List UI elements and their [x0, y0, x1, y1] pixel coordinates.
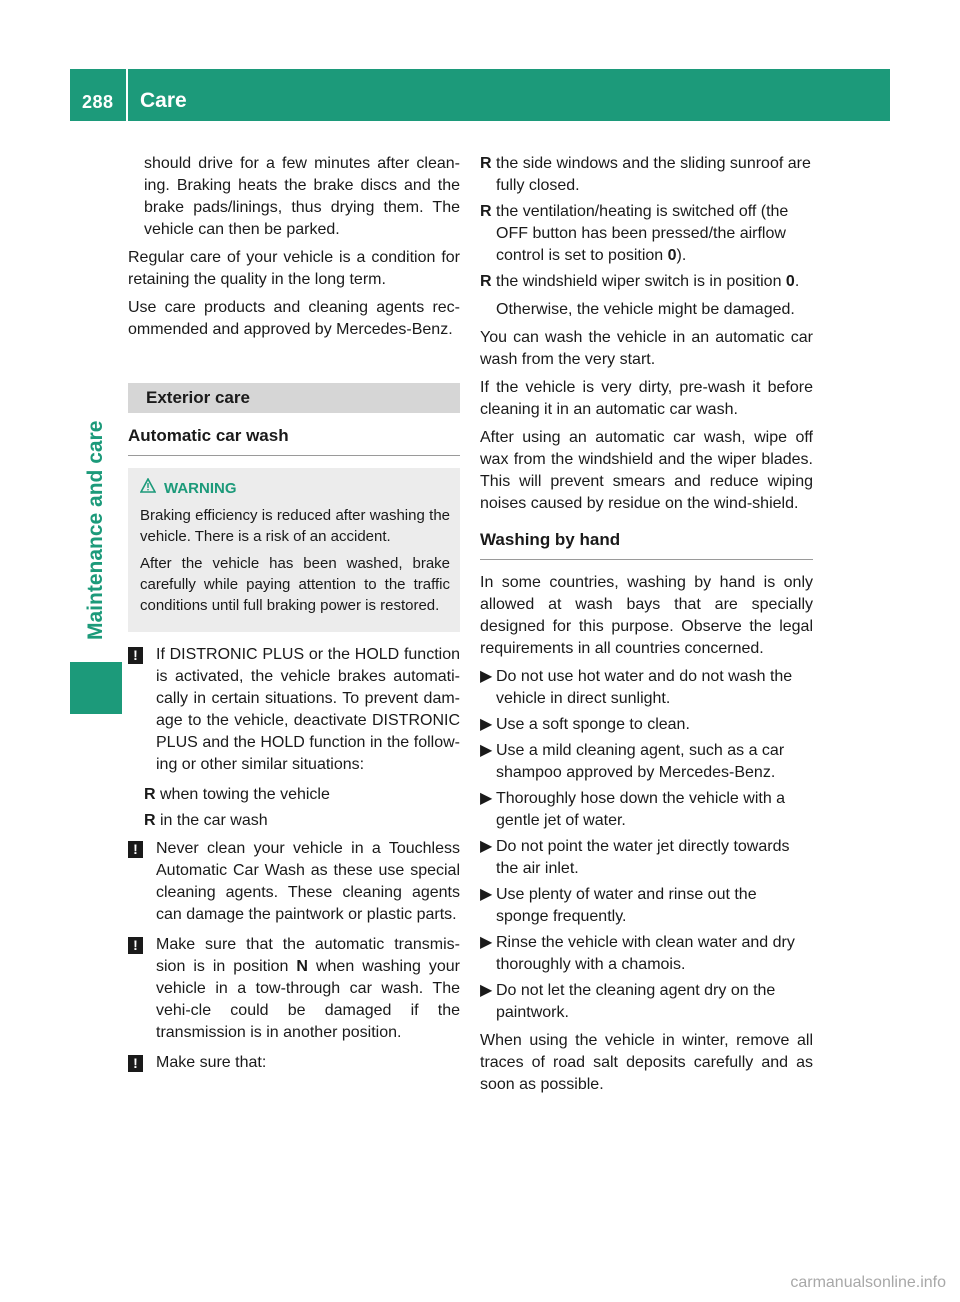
step-item: ▶ Thoroughly hose down the vehicle with a gentle jet of water.: [480, 790, 786, 829]
notice-icon: !: [128, 841, 143, 858]
step-arrow-icon: ▶: [480, 982, 493, 999]
bullet-icon: R: [480, 155, 492, 172]
paragraph: If the vehicle is very dirty, pre-wash it before cleaning it in an automatic car wash.: [480, 379, 813, 418]
side-section-label: Maintenance and care: [84, 420, 107, 640]
step-arrow-icon: ▶: [480, 742, 493, 759]
bullet-icon: R: [144, 812, 156, 829]
notice-icon: !: [128, 647, 143, 664]
notice: [128, 1052, 460, 1074]
step-item: ▶ Use a soft sponge to clean.: [480, 714, 813, 736]
list-item: R when towing the vehicle: [144, 784, 460, 806]
notice: [128, 934, 460, 1044]
list-item: R the side windows and the sliding sunroof are fully closed.: [480, 155, 811, 194]
step-item: ▶ Use plenty of water and rinse out the sponge frequently.: [480, 886, 757, 925]
notice-text: Make sure that:: [156, 1054, 267, 1071]
list-item: R in the car wash: [144, 810, 460, 832]
paragraph: After using an automatic car wash, wipe off wax from the windshield and the wiper blades. This will prevent smears and reduce wiping noises caused by residue on the wind-shield.: [480, 429, 813, 512]
step-arrow-icon: ▶: [480, 934, 493, 951]
subheading-automatic-car-wash: Automatic car wash: [128, 425, 460, 456]
paragraph: In some countries, washing by hand is only allowed at wash bays that are specially designed for this purpose. Observe the legal requirements in all countries concerned.: [480, 574, 813, 657]
warning-title: WARNING: [164, 480, 237, 497]
notice-text: Make sure that the automatic transmis-sion is in position N when washing your vehicle in a tow-through car wash. The vehi-cle could be damaged if the transmission is in another position.: [156, 936, 460, 1041]
list-item: R the ventilation/heating is switched off (the OFF button has been pressed/the airflow control is set to position 0).: [480, 203, 789, 264]
bullet-icon: R: [144, 786, 156, 803]
step-item: ▶ Rinse the vehicle with clean water and dry thoroughly with a chamois.: [480, 934, 795, 973]
step-item: ▶ Do not point the water jet directly towards the air inlet.: [480, 838, 790, 877]
notice-text: Never clean your vehicle in a Touchless Automatic Car Wash as these use special cleaning agents. These cleaning agents can damage the paintwork or plastic parts.: [156, 840, 460, 923]
side-tab-marker: [70, 662, 122, 714]
paragraph: You can wash the vehicle in an automatic car wash from the very start.: [480, 329, 813, 368]
paragraph: Regular care of your vehicle is a condition for retaining the quality in the long term.: [128, 249, 460, 288]
warning-header: [140, 478, 450, 499]
step-item: ▶ Do not use hot water and do not wash the vehicle in direct sunlight.: [480, 668, 793, 707]
subheading-washing-by-hand: Washing by hand: [480, 529, 813, 560]
notice-icon: !: [128, 1055, 143, 1072]
header-band: [70, 69, 890, 121]
warning-text: After the vehicle has been washed, brake carefully while paying attention to the traffic conditions until full braking power is restored.: [140, 555, 450, 614]
intro-continuation: should drive for a few minutes after clean-ing. Braking heats the brake discs and the brake pads/linings, thus drying them. The vehicle can then be parked.: [144, 155, 460, 238]
bullet-icon: R: [480, 203, 492, 220]
step-arrow-icon: ▶: [480, 838, 493, 855]
page-number: 288: [82, 92, 114, 112]
section-title: Exterior care: [128, 383, 460, 413]
condition-list: [480, 153, 813, 293]
step-list: [480, 666, 813, 1024]
step-item: ▶ Do not let the cleaning agent dry on the paintwork.: [480, 982, 776, 1021]
notice-icon: !: [128, 937, 143, 954]
step-arrow-icon: ▶: [480, 790, 493, 807]
step-item: ▶ Use a mild cleaning agent, such as a car shampoo approved by Mercedes-Benz.: [480, 742, 785, 781]
paragraph: Use care products and cleaning agents rec-ommended and approved by Mercedes-Benz.: [128, 299, 460, 338]
chapter-title: Care: [140, 89, 187, 112]
paragraph: When using the vehicle in winter, remove all traces of road salt deposits carefully and as soon as possible.: [480, 1032, 813, 1093]
notice-bullet-list: [144, 784, 460, 832]
watermark: carmanualsonline.info: [790, 1274, 946, 1291]
step-arrow-icon: ▶: [480, 716, 493, 733]
bullet-icon: R: [480, 273, 492, 290]
paragraph: Otherwise, the vehicle might be damaged.: [496, 301, 795, 318]
notice: [128, 644, 460, 776]
step-arrow-icon: ▶: [480, 886, 493, 903]
notice-text: If DISTRONIC PLUS or the HOLD function is activated, the vehicle brakes automati-cally in certain situations. To prevent dam-age to the vehicle, deactivate DISTRONIC PLUS and the HOLD function in the follow-ing or other similar situations:: [156, 646, 460, 773]
warning-text: Braking efficiency is reduced after washing the vehicle. There is a risk of an accident.: [140, 507, 450, 545]
warning-triangle-icon: [140, 478, 156, 499]
warning-box: [128, 468, 460, 632]
list-item: R the windshield wiper switch is in position 0.: [480, 271, 813, 293]
header-divider: [126, 69, 128, 121]
right-column: [480, 153, 813, 1102]
left-column: [128, 153, 460, 1082]
notice: [128, 838, 460, 926]
step-arrow-icon: ▶: [480, 668, 493, 685]
